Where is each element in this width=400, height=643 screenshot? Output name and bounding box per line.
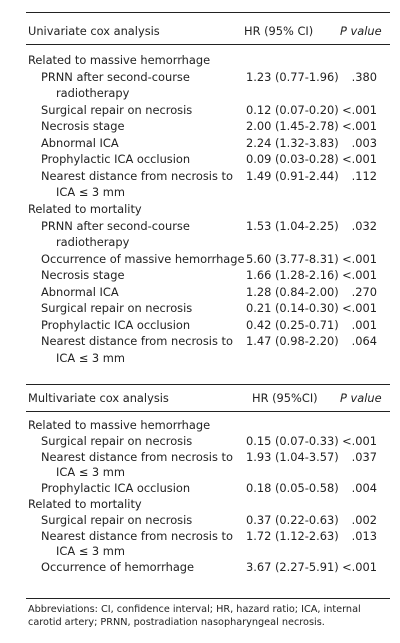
hazard-ratio-cell: 1.72 (1.12-2.63) xyxy=(246,528,339,543)
hazard-ratio-cell: 0.15 (0.07-0.33) xyxy=(246,433,339,448)
hazard-ratio-cell: 5.60 (3.77-8.31) xyxy=(246,251,339,266)
row-label: Nearest distance from necrosis to xyxy=(41,449,233,464)
p-value-cell: .270 xyxy=(351,284,377,299)
hazard-ratio-cell: 0.37 (0.22-0.63) xyxy=(246,512,339,527)
table-footnote: Abbreviations: CI, confidence interval; HR, hazard ratio; ICA, internal carotid artery; PRNN, postradiation nasopharyngeal necrosis. xyxy=(28,604,361,628)
p-value-cell: <.001 xyxy=(342,102,377,117)
row-label-continued: ICA ≤ 3 mm xyxy=(56,350,125,365)
section-title: Related to mortality xyxy=(28,497,142,511)
univariate-header-rule xyxy=(26,44,390,45)
p-value-cell: .001 xyxy=(351,317,377,332)
hazard-ratio-cell: 2.00 (1.45-2.78) xyxy=(246,119,339,134)
section-title: Related to mortality xyxy=(28,201,142,216)
hazard-ratio-cell: 0.21 (0.14-0.30) xyxy=(246,301,339,316)
p-value-cell: <.001 xyxy=(342,119,377,134)
multivariate-header-rule xyxy=(26,411,390,412)
row-label: Prophylactic ICA occlusion xyxy=(41,152,191,167)
section-title: Related to massive hemorrhage xyxy=(28,418,211,432)
univariate-header: Univariate cox analysis xyxy=(28,24,160,38)
row-label: Prophylactic ICA occlusion xyxy=(41,317,191,332)
row-label: Nearest distance from necrosis to xyxy=(41,528,233,543)
row-label: Surgical repair on necrosis xyxy=(41,433,193,448)
hazard-ratio-cell: 2.24 (1.32-3.83) xyxy=(246,135,339,150)
p-value-cell: .003 xyxy=(351,135,377,150)
hazard-ratio-cell: 0.42 (0.25-0.71) xyxy=(246,317,339,332)
row-label: Abnormal ICA xyxy=(41,284,119,299)
hazard-ratio-cell: 1.49 (0.91-2.44) xyxy=(246,168,339,183)
p-value-cell: <.001 xyxy=(342,433,377,448)
row-label-continued: ICA ≤ 3 mm xyxy=(56,465,125,480)
p-value-cell: <.001 xyxy=(342,268,377,283)
row-label: Prophylactic ICA occlusion xyxy=(41,481,191,496)
p-value-cell: .064 xyxy=(351,334,377,349)
hazard-ratio-cell: 1.66 (1.28-2.16) xyxy=(246,268,339,283)
p-value-cell: <.001 xyxy=(342,152,377,167)
p-value-cell: .032 xyxy=(351,218,377,233)
row-label: Occurrence of hemorrhage xyxy=(41,560,195,575)
hazard-ratio-cell: 3.67 (2.27-5.91) xyxy=(246,560,339,575)
hazard-ratio-cell: 0.18 (0.05-0.58) xyxy=(246,481,339,496)
row-label-continued: radiotherapy xyxy=(56,235,130,250)
multivariate-p-header: P value xyxy=(340,391,382,405)
row-label: Nearest distance from necrosis to xyxy=(41,168,233,183)
hazard-ratio-cell: 1.93 (1.04-3.57) xyxy=(246,449,339,464)
table-top-rule xyxy=(26,12,390,13)
row-label: Abnormal ICA xyxy=(41,135,119,150)
p-value-cell: .013 xyxy=(351,528,377,543)
p-value-cell: .002 xyxy=(351,512,377,527)
hazard-ratio-cell: 1.23 (0.77-1.96) xyxy=(246,69,339,84)
row-label: PRNN after second-course xyxy=(41,69,190,84)
row-label: Surgical repair on necrosis xyxy=(41,102,193,117)
row-label: Occurrence of massive hemorrhage xyxy=(41,251,245,266)
row-label-continued: ICA ≤ 3 mm xyxy=(56,544,125,559)
univariate-hr-header: HR (95% CI) xyxy=(244,24,314,38)
row-label-continued: ICA ≤ 3 mm xyxy=(56,185,125,200)
p-value-cell: .037 xyxy=(351,449,377,464)
hazard-ratio-cell: 0.09 (0.03-0.28) xyxy=(246,152,339,167)
p-value-cell: <.001 xyxy=(342,301,377,316)
p-value-cell: .004 xyxy=(351,481,377,496)
hazard-ratio-cell: 1.53 (1.04-2.25) xyxy=(246,218,339,233)
row-label: PRNN after second-course xyxy=(41,218,190,233)
table-bottom-rule xyxy=(26,598,390,599)
row-label: Necrosis stage xyxy=(41,268,125,283)
multivariate-header: Multivariate cox analysis xyxy=(28,391,169,405)
univariate-p-header: P value xyxy=(340,24,382,38)
hazard-ratio-cell: 1.28 (0.84-2.00) xyxy=(246,284,339,299)
p-value-cell: .380 xyxy=(351,69,377,84)
p-value-cell: .112 xyxy=(351,168,377,183)
row-label: Necrosis stage xyxy=(41,119,125,134)
p-value-cell: <.001 xyxy=(342,560,377,575)
hazard-ratio-cell: 0.12 (0.07-0.20) xyxy=(246,102,339,117)
row-label-continued: radiotherapy xyxy=(56,86,130,101)
row-label: Surgical repair on necrosis xyxy=(41,512,193,527)
multivariate-hr-header: HR (95%CI) xyxy=(252,391,318,405)
row-label: Surgical repair on necrosis xyxy=(41,301,193,316)
p-value-cell: <.001 xyxy=(342,251,377,266)
row-label: Nearest distance from necrosis to xyxy=(41,334,233,349)
multivariate-top-rule xyxy=(26,384,390,385)
hazard-ratio-cell: 1.47 (0.98-2.20) xyxy=(246,334,339,349)
section-title: Related to massive hemorrhage xyxy=(28,53,211,67)
